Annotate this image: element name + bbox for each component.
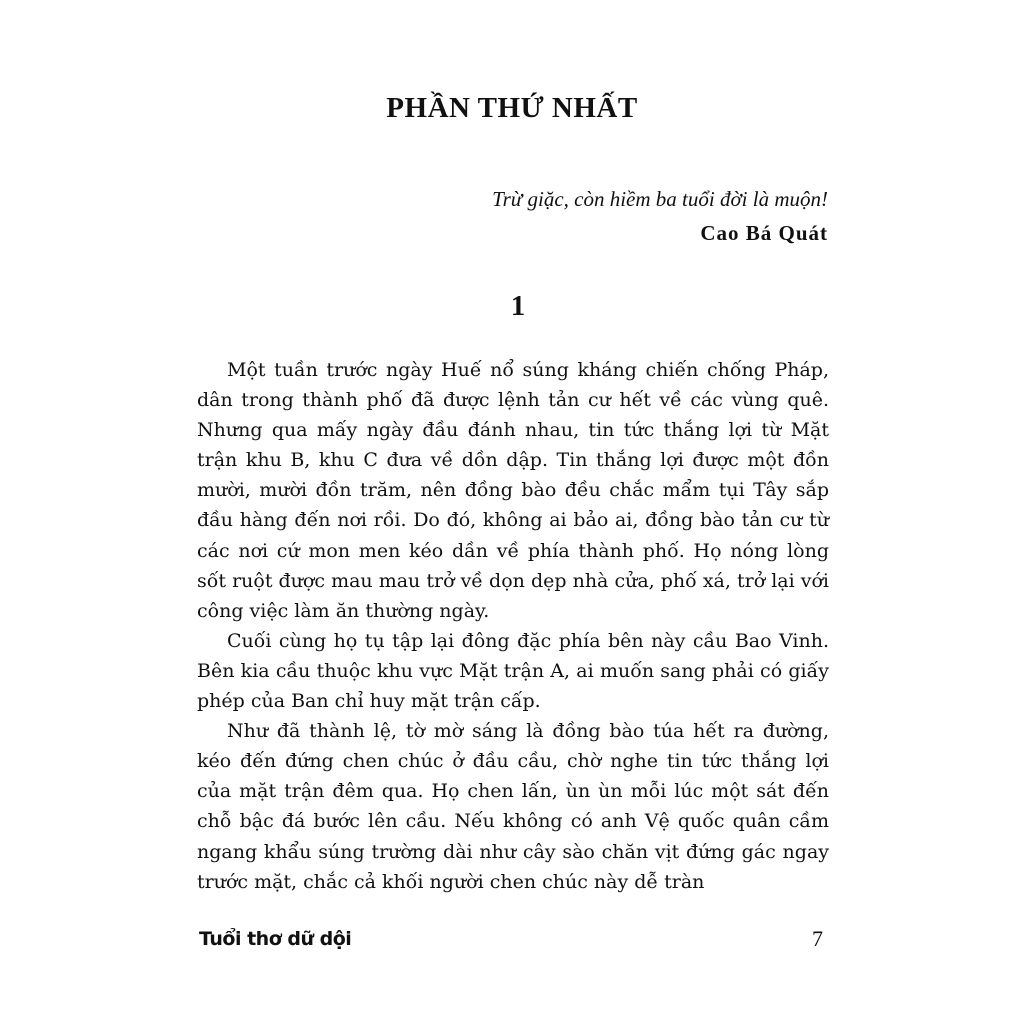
part-title: PHẦN THỨ NHẤT <box>386 92 638 124</box>
paragraph: Một tuần trước ngày Huế nổ súng kháng chiến chống Pháp, dân trong thành phố đã được lệnh tản cư hết về các vùng quê. Nhưng qua mấy ngày đầu đánh nhau, tin tức thắng lợi từ Mặt trận khu B, khu C đưa về dồn dập. Tin thắng lợi được một đồn mười, mười đồn trăm, nên đồng bào đều chắc mẩm tụi Tây sắp đầu hàng đến nơi rồi. Do đó, không ai bảo ai, đồng bào tản cư từ các nơi cứ mon men kéo dần về phía thành phố. Họ nóng lòng sốt ruột được mau mau trở về dọn dẹp nhà cửa, phố xá, trở lại với công việc làm ăn thường ngày. <box>197 359 829 622</box>
page-number: 7 <box>812 926 823 951</box>
chapter-number: 1 <box>510 290 526 322</box>
epigraph <box>492 182 828 250</box>
paragraph: Cuối cùng họ tụ tập lại đông đặc phía bên này cầu Bao Vinh. Bên kia cầu thuộc khu vực Mặt trận A, ai muốn sang phải có giấy phép của Ban chỉ huy mặt trận cấp. <box>197 629 829 713</box>
chapter-body <box>197 355 829 897</box>
epigraph-author: Cao Bá Quát <box>700 221 828 245</box>
running-title: Tuổi thơ dữ dội <box>199 928 352 950</box>
epigraph-quote: Trừ giặc, còn hiềm ba tuổi đời là muộn! <box>492 187 828 211</box>
paragraph: Như đã thành lệ, tờ mờ sáng là đồng bào túa hết ra đường, kéo đến đứng chen chúc ở đầu cầu, chờ nghe tin tức thắng lợi của mặt trận đêm qua. Họ chen lấn, ùn ùn mỗi lúc một sát đến chỗ bậc đá bước lên cầu. Nếu không có anh Vệ quốc quân cầm ngang khẩu súng trường dài như cây sào chăn vịt đứng gác ngay trước mặt, chắc cả khối người chen chúc này dễ tràn <box>197 720 829 893</box>
